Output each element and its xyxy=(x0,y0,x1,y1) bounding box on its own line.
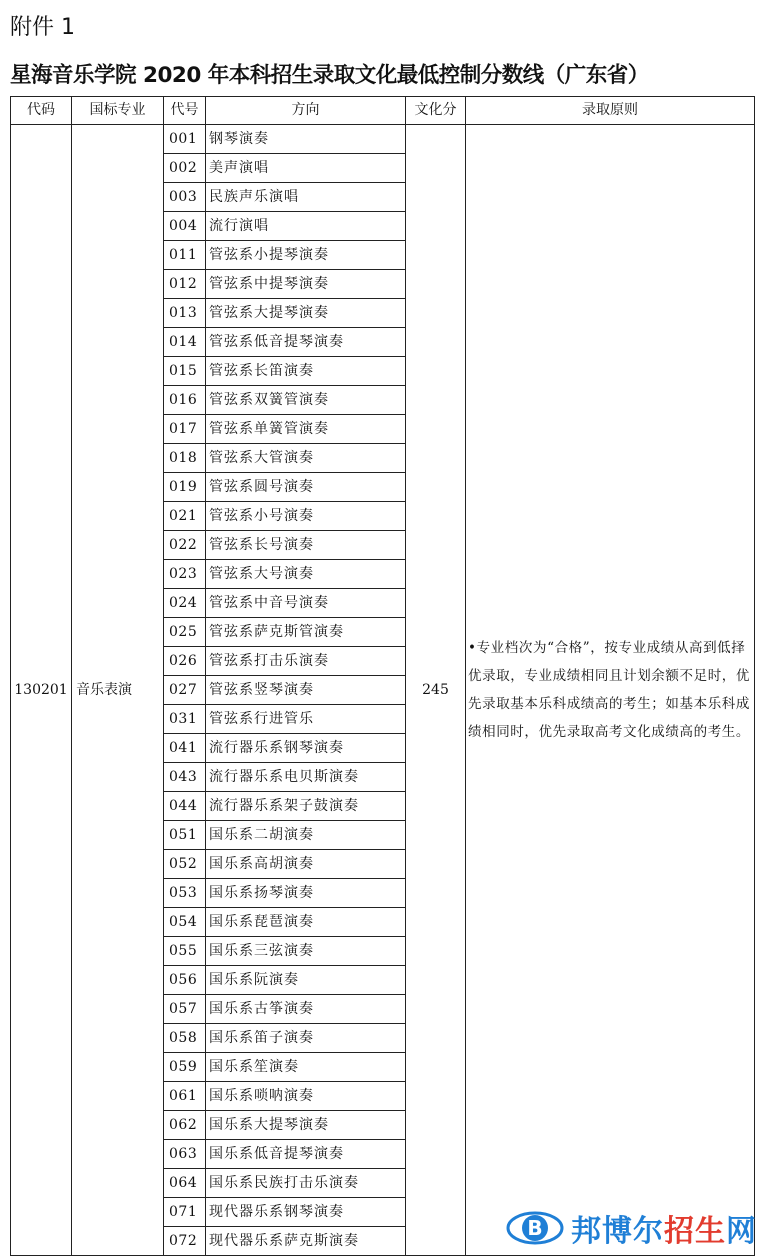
admission-rule-cell: •专业档次为“合格”，按专业成绩从高到低择优录取，专业成绩相同且计划余额不足时，优先录取基本乐科成绩高的考生；如基本乐科成绩相同时，优先录取高考文化成绩高的考生。 xyxy=(466,125,755,1256)
direction-code-cell: 015 xyxy=(164,357,206,386)
direction-code-cell: 058 xyxy=(164,1024,206,1053)
header-major: 国标专业 xyxy=(72,97,164,125)
direction-code-cell: 027 xyxy=(164,676,206,705)
direction-cell: 国乐系唢呐演奏 xyxy=(206,1082,406,1111)
direction-code-cell: 004 xyxy=(164,212,206,241)
header-culture-score: 文化分 xyxy=(406,97,466,125)
direction-cell: 现代器乐系钢琴演奏 xyxy=(206,1198,406,1227)
direction-cell: 国乐系高胡演奏 xyxy=(206,850,406,879)
direction-code-cell: 063 xyxy=(164,1140,206,1169)
direction-code-cell: 041 xyxy=(164,734,206,763)
direction-code-cell: 014 xyxy=(164,328,206,357)
direction-cell: 国乐系大提琴演奏 xyxy=(206,1111,406,1140)
direction-code-cell: 059 xyxy=(164,1053,206,1082)
direction-cell: 民族声乐演唱 xyxy=(206,183,406,212)
major-code-cell: 130201 xyxy=(11,125,72,1256)
direction-cell: 流行器乐系电贝斯演奏 xyxy=(206,763,406,792)
direction-code-cell: 012 xyxy=(164,270,206,299)
direction-cell: 管弦系大管演奏 xyxy=(206,444,406,473)
direction-code-cell: 003 xyxy=(164,183,206,212)
direction-cell: 管弦系小提琴演奏 xyxy=(206,241,406,270)
direction-cell: 流行演唱 xyxy=(206,212,406,241)
direction-code-cell: 057 xyxy=(164,995,206,1024)
direction-cell: 管弦系大号演奏 xyxy=(206,560,406,589)
direction-cell: 管弦系小号演奏 xyxy=(206,502,406,531)
direction-cell: 管弦系圆号演奏 xyxy=(206,473,406,502)
direction-cell: 管弦系双簧管演奏 xyxy=(206,386,406,415)
direction-cell: 管弦系中音号演奏 xyxy=(206,589,406,618)
watermark-text: 邦博尔招生网 xyxy=(571,1214,757,1249)
header-direction-code: 代号 xyxy=(164,97,206,125)
direction-cell: 管弦系大提琴演奏 xyxy=(206,299,406,328)
direction-cell: 国乐系低音提琴演奏 xyxy=(206,1140,406,1169)
direction-code-cell: 021 xyxy=(164,502,206,531)
direction-cell: 国乐系琵琶演奏 xyxy=(206,908,406,937)
direction-code-cell: 053 xyxy=(164,879,206,908)
direction-cell: 管弦系低音提琴演奏 xyxy=(206,328,406,357)
header-admission-rule: 录取原则 xyxy=(466,97,755,125)
direction-code-cell: 043 xyxy=(164,763,206,792)
direction-cell: 国乐系民族打击乐演奏 xyxy=(206,1169,406,1198)
direction-code-cell: 016 xyxy=(164,386,206,415)
direction-code-cell: 001 xyxy=(164,125,206,154)
direction-code-cell: 072 xyxy=(164,1227,206,1256)
direction-code-cell: 022 xyxy=(164,531,206,560)
direction-cell: 管弦系中提琴演奏 xyxy=(206,270,406,299)
direction-cell: 国乐系古筝演奏 xyxy=(206,995,406,1024)
direction-code-cell: 017 xyxy=(164,415,206,444)
direction-code-cell: 064 xyxy=(164,1169,206,1198)
direction-cell: 管弦系长笛演奏 xyxy=(206,357,406,386)
direction-code-cell: 071 xyxy=(164,1198,206,1227)
header-code: 代码 xyxy=(11,97,72,125)
table-header-row xyxy=(11,97,755,125)
direction-cell: 国乐系扬琴演奏 xyxy=(206,879,406,908)
direction-code-cell: 051 xyxy=(164,821,206,850)
direction-code-cell: 023 xyxy=(164,560,206,589)
direction-cell: 管弦系竖琴演奏 xyxy=(206,676,406,705)
culture-score-cell: 245 xyxy=(406,125,466,1256)
direction-cell: 钢琴演奏 xyxy=(206,125,406,154)
direction-code-cell: 026 xyxy=(164,647,206,676)
direction-code-cell: 054 xyxy=(164,908,206,937)
direction-cell: 国乐系三弦演奏 xyxy=(206,937,406,966)
direction-code-cell: 025 xyxy=(164,618,206,647)
direction-code-cell: 062 xyxy=(164,1111,206,1140)
svg-text:B: B xyxy=(527,1216,543,1240)
direction-cell: 流行器乐系架子鼓演奏 xyxy=(206,792,406,821)
direction-code-cell: 011 xyxy=(164,241,206,270)
direction-cell: 国乐系笛子演奏 xyxy=(206,1024,406,1053)
direction-code-cell: 055 xyxy=(164,937,206,966)
direction-code-cell: 052 xyxy=(164,850,206,879)
direction-cell: 美声演唱 xyxy=(206,154,406,183)
direction-cell: 管弦系打击乐演奏 xyxy=(206,647,406,676)
direction-code-cell: 002 xyxy=(164,154,206,183)
direction-code-cell: 031 xyxy=(164,705,206,734)
direction-code-cell: 018 xyxy=(164,444,206,473)
direction-code-cell: 024 xyxy=(164,589,206,618)
direction-cell: 现代器乐系萨克斯演奏 xyxy=(206,1227,406,1256)
direction-cell: 国乐系二胡演奏 xyxy=(206,821,406,850)
direction-code-cell: 061 xyxy=(164,1082,206,1111)
direction-cell: 管弦系长号演奏 xyxy=(206,531,406,560)
direction-cell: 管弦系行进管乐 xyxy=(206,705,406,734)
direction-code-cell: 013 xyxy=(164,299,206,328)
major-name-cell: 音乐表演 xyxy=(72,125,164,1256)
attachment-label: 附件 1 xyxy=(10,15,75,40)
page-title: 星海音乐学院 2020 年本科招生录取文化最低控制分数线（广东省） xyxy=(10,63,649,88)
direction-code-cell: 056 xyxy=(164,966,206,995)
table-row xyxy=(11,125,755,154)
b-logo-icon xyxy=(505,1208,565,1248)
watermark xyxy=(505,1206,757,1250)
direction-cell: 国乐系阮演奏 xyxy=(206,966,406,995)
direction-cell: 国乐系笙演奏 xyxy=(206,1053,406,1082)
direction-cell: 管弦系单簧管演奏 xyxy=(206,415,406,444)
score-table xyxy=(10,96,755,1256)
direction-cell: 流行器乐系钢琴演奏 xyxy=(206,734,406,763)
direction-cell: 管弦系萨克斯管演奏 xyxy=(206,618,406,647)
direction-code-cell: 044 xyxy=(164,792,206,821)
direction-code-cell: 019 xyxy=(164,473,206,502)
header-direction: 方向 xyxy=(206,97,406,125)
